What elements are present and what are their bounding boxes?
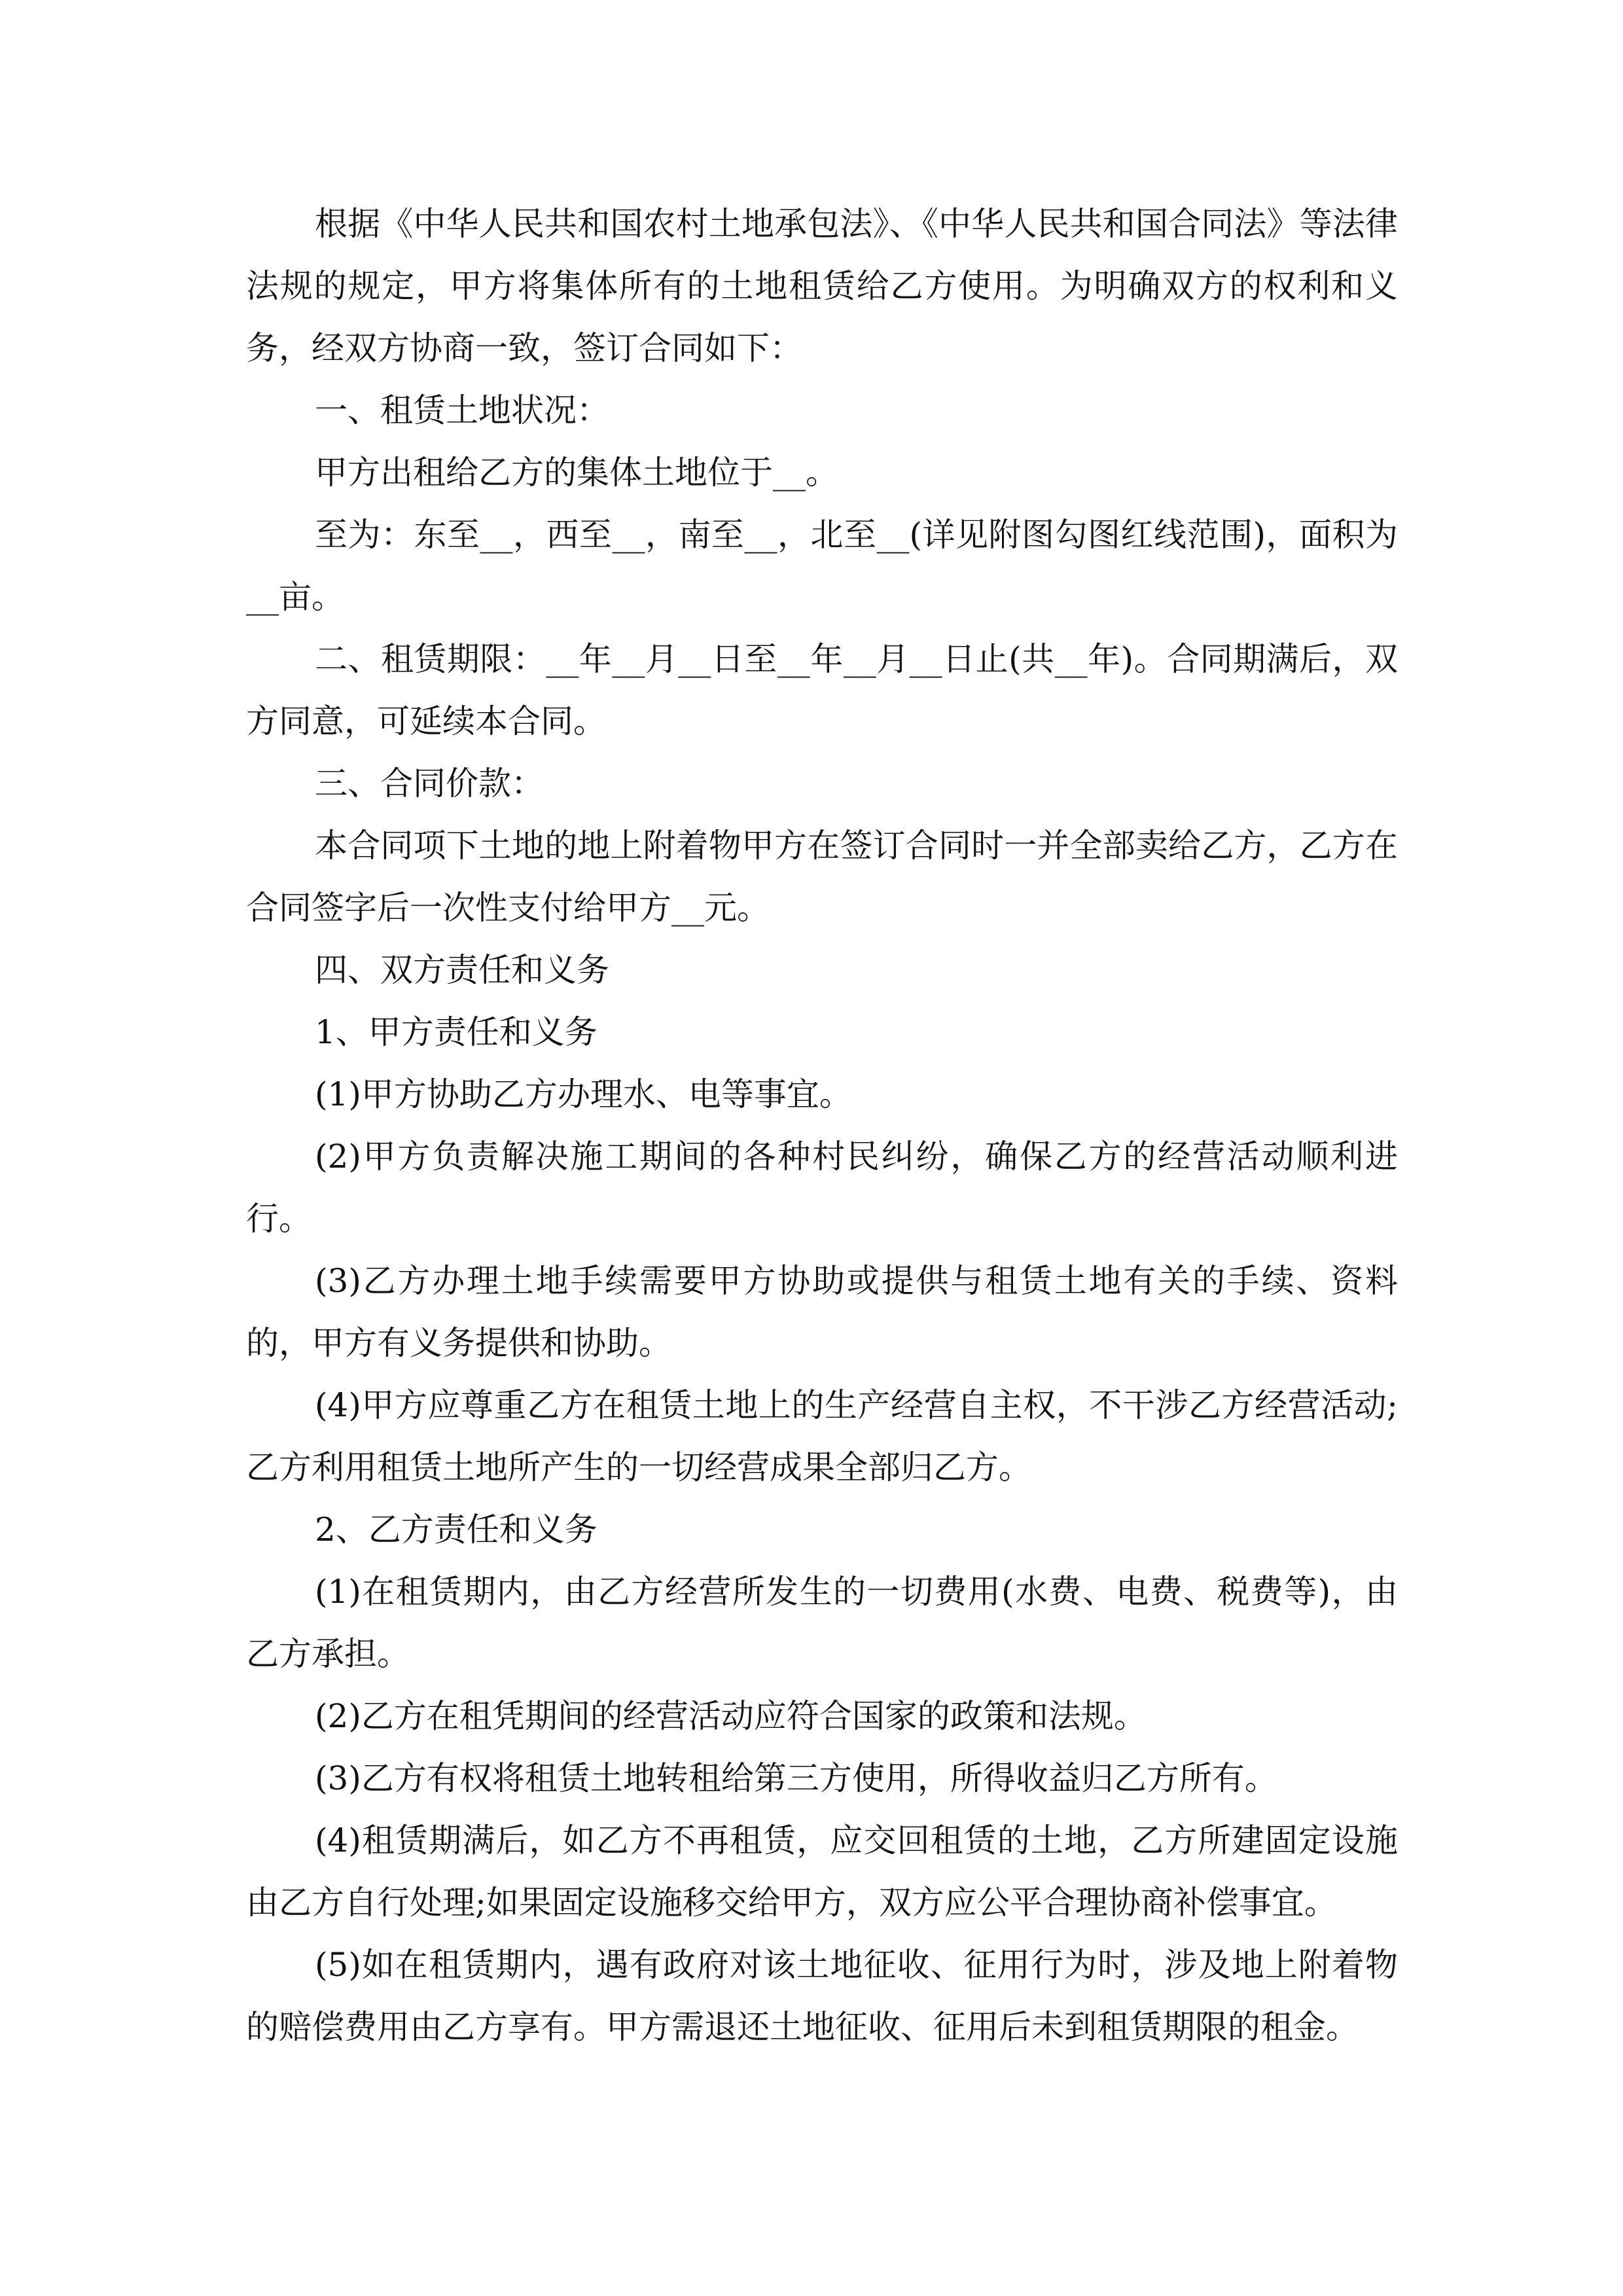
list-item-party-b-3: (3)乙方有权将租赁土地转租给第三方使用，所得收益归乙方所有。 xyxy=(315,1759,1277,1797)
list-item-party-b-4: (4)租赁期满后，如乙方不再租赁，应交回租赁的土地，乙方所建固定设施由乙方自行处理;如果固定设施移交给甲方，双方应公平合理协商补偿事宜。 xyxy=(246,1821,1398,1922)
paragraph-land-boundaries: 至为：东至__，西至__，南至__，北至__(详见附图勾图红线范围)，面积为__亩。 xyxy=(246,516,1398,616)
list-item-party-a-1: (1)甲方协助乙方办理水、电等事宜。 xyxy=(315,1075,852,1113)
heading-party-a-duties: 1、甲方责任和义务 xyxy=(315,1013,597,1051)
paragraph-contract-price: 本合同项下土地的地上附着物甲方在签订合同时一并全部卖给乙方，乙方在合同签字后一次性支付给甲方__元。 xyxy=(246,827,1398,927)
list-item-party-b-1: (1)在租赁期内，由乙方经营所发生的一切费用(水费、电费、税费等)，由乙方承担。 xyxy=(246,1573,1398,1673)
paragraph-lease-term: 二、租赁期限：__年__月__日至__年__月__日止(共__年)。合同期满后，双方同意，可延续本合同。 xyxy=(246,640,1398,740)
heading-contract-price: 三、合同价款： xyxy=(315,764,544,802)
paragraph-preamble: 根据《中华人民共和国农村土地承包法》、《中华人民共和国合同法》等法律法规的规定，甲方将集体所有的土地租赁给乙方使用。为明确双方的权利和义务，经双方协商一致，签订合同如下： xyxy=(246,205,1398,367)
list-item-party-b-5: (5)如在租赁期内，遇有政府对该土地征收、征用行为时，涉及地上附着物的赔偿费用由乙方享有。甲方需退还土地征收、征用后未到租赁期限的租金。 xyxy=(246,1946,1398,2046)
heading-party-b-duties: 2、乙方责任和义务 xyxy=(315,1511,597,1549)
list-item-party-a-3: (3)乙方办理土地手续需要甲方协助或提供与租赁土地有关的手续、资料的，甲方有义务提供和协助。 xyxy=(246,1262,1398,1362)
paragraph-land-location: 甲方出租给乙方的集体土地位于__。 xyxy=(315,454,838,492)
list-item-party-a-4: (4)甲方应尊重乙方在租赁土地上的生产经营自主权，不干涉乙方经营活动;乙方利用租赁土地所产生的一切经营成果全部归乙方。 xyxy=(246,1386,1398,1486)
list-item-party-b-2: (2)乙方在租凭期间的经营活动应符合国家的政策和法规。 xyxy=(315,1697,1147,1735)
heading-responsibilities: 四、双方责任和义务 xyxy=(315,951,609,989)
list-item-party-a-2: (2)甲方负责解决施工期间的各种村民纠纷，确保乙方的经营活动顺利进行。 xyxy=(246,1138,1398,1238)
document-body xyxy=(246,193,1398,2058)
heading-land-status: 一、租赁土地状况： xyxy=(315,391,609,429)
